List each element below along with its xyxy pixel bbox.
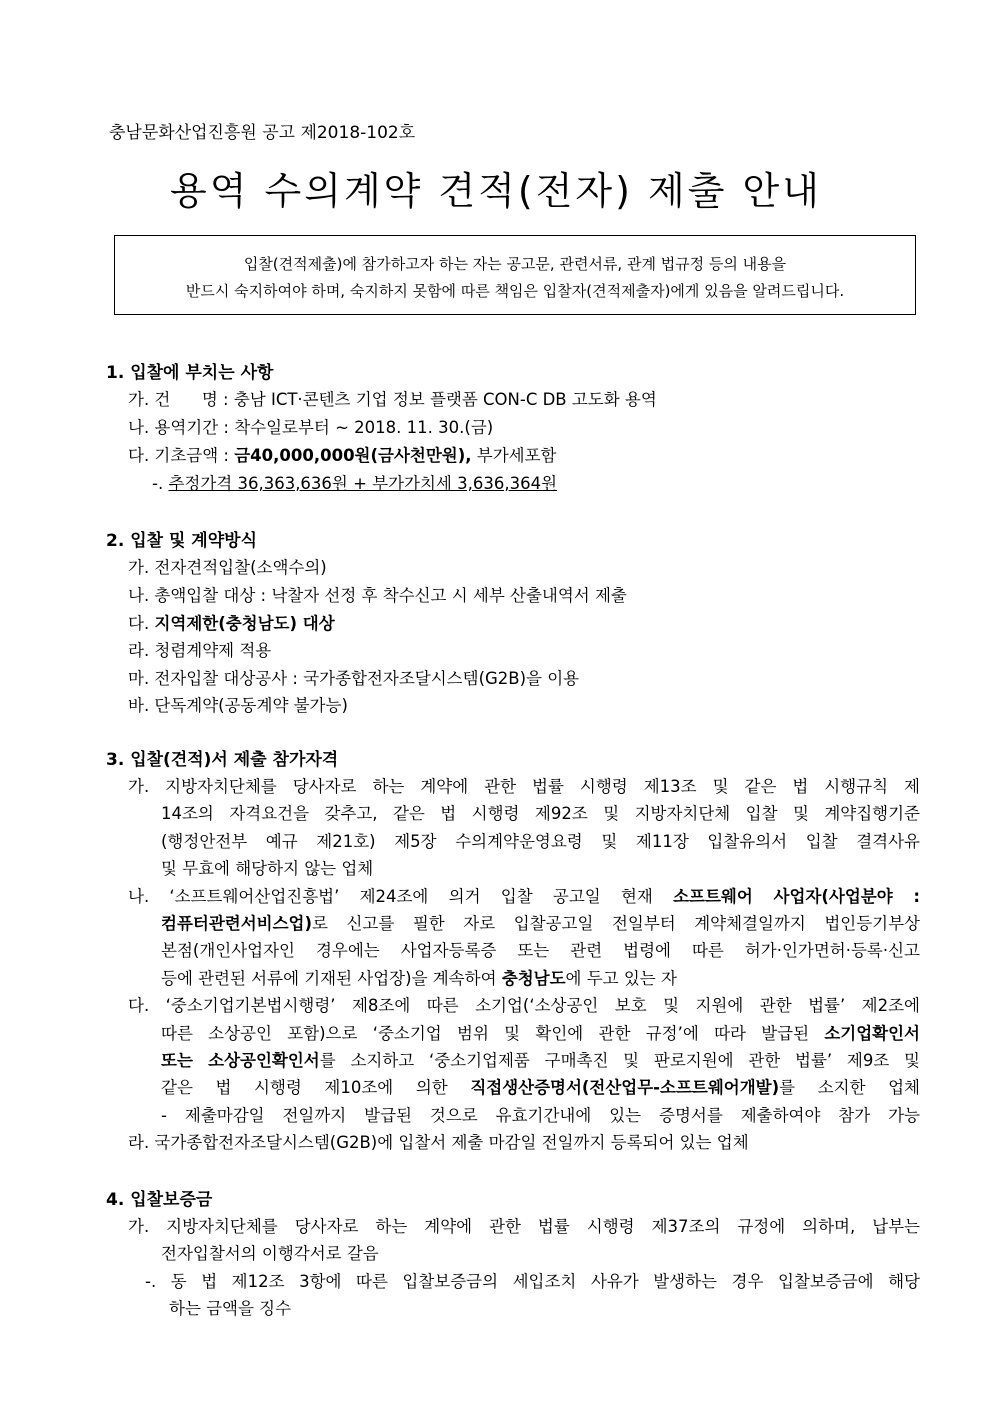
s3-na2-post: 로 신고를 필한 자로 입찰공고일 전일부터 계약체결일까지 법인등기부상 (312, 914, 920, 933)
s1-item-da (128, 442, 557, 466)
s2-item-ba: 바. 단독계약(공동계약 불가능) (128, 696, 348, 715)
s4-ga-line-1: 가. 지방자치단체를 당사자로 하는 계약에 관한 법률 시행령 제37조의 규정에 의하며, 납부는 (128, 1217, 920, 1236)
s4-sub-line-1: -. 동 법 제12조 3항에 따른 입찰보증금의 세입조치 사유가 발생하는 경우 입찰보증금에 해당 (145, 1272, 920, 1291)
s3-na-line-4 (161, 965, 677, 989)
s1-sub-text: 추정가격 36,363,636원 + 부가가치세 3,636,364원 (168, 474, 558, 493)
s1-da-bold: 금40,000,000원(금사천만원), (234, 446, 472, 465)
section-3-heading: 3. 입찰(견적)서 제출 참가자격 (106, 750, 339, 770)
s3-da-line-5: - 제출마감일 전일까지 발급된 것으로 유효기간내에 있는 증명서를 제출하여야 참가 가능 (161, 1106, 920, 1125)
s1-da-post: 부가세포함 (471, 446, 557, 465)
s3-na4-bold: 충청남도 (501, 969, 566, 988)
s1-item-ga: 가. 건 명 : 충남 ICT·콘텐츠 기업 정보 플랫폼 CON-C DB 고도화 용역 (128, 390, 657, 409)
s3-na-line-2 (161, 910, 920, 934)
notice-box (114, 235, 916, 315)
s2-item-ga: 가. 전자견적입찰(소액수의) (128, 558, 327, 577)
s3-na4-post: 에 두고 있는 자 (565, 969, 677, 988)
document-title: 용역 수의계약 견적(전자) 제출 안내 (170, 169, 822, 213)
s3-da3-post: 를 소지하고 ‘중소기업제품 구매촉진 및 판로지원에 관한 법률’ 제9조 및 (319, 1051, 920, 1070)
s3-ga-line-1: 가. 지방자치단체를 당사자로 하는 계약에 관한 법률 시행령 제13조 및 같은 법 시행규칙 제 (128, 777, 920, 796)
s3-da3-bold: 또는 소상공인확인서 (161, 1051, 320, 1070)
s1-sub-dash: -. (152, 474, 169, 493)
s3-item-ra: 라. 국가종합전자조달시스템(G2B)에 입찰서 제출 마감일 전일까지 등록되어 있는 업체 (128, 1133, 749, 1152)
s3-ga-line-4: 및 무효에 해당하지 않는 업체 (161, 859, 374, 878)
s1-sub-item (152, 470, 557, 494)
s2-item-ra: 라. 청렴계약제 적용 (128, 641, 272, 660)
s3-da4-post: 를 소지한 업체 (779, 1078, 920, 1097)
s3-da4-bold: 직접생산증명서(전산업무-소프트웨어개발) (470, 1078, 780, 1097)
s3-na2-bold: 컴퓨터관련서비스업) (161, 914, 312, 933)
s1-da-pre: 다. 기초금액 : (128, 446, 235, 465)
s3-na4-pre: 등에 관련된 서류에 기재된 사업장)을 계속하여 (161, 969, 502, 988)
s3-da2-bold: 소기업확인서 (824, 1024, 920, 1043)
s3-da-line-3 (161, 1047, 920, 1071)
s3-ga-line-2: 14조의 자격요건을 갖추고, 같은 법 시행령 제92조 및 지방자치단체 입찰 및 계약집행기준 (161, 804, 920, 823)
s2-item-ma: 마. 전자입찰 대상공사 : 국가종합전자조달시스템(G2B)을 이용 (128, 669, 580, 688)
s4-ga-line-2: 전자입찰서의 이행각서로 갈음 (161, 1244, 379, 1263)
section-2-heading: 2. 입찰 및 계약방식 (106, 531, 257, 551)
s2-da-pre: 다. (128, 614, 155, 633)
s1-item-na: 나. 용역기간 : 착수일로부터 ~ 2018. 11. 30.(금) (128, 418, 494, 437)
s3-na1-bold: 소프트웨어 사업자(사업분야 : (673, 887, 920, 906)
s3-da4-pre: 같은 법 시행령 제10조에 의한 (161, 1078, 471, 1097)
s3-da2-pre: 따른 소상공인 포함)으로 ‘중소기업 범위 및 확인에 관한 규정’에 따라 발급된 (161, 1024, 825, 1043)
s3-da-line-1: 다. ‘중소기업기본법시행령’ 제8조에 따른 소기업(‘소상공인 보호 및 지원에 관한 법률’ 제2조에 (128, 996, 920, 1015)
section-4-heading: 4. 입찰보증금 (106, 1190, 213, 1210)
s4-sub-line-2: 하는 금액을 징수 (169, 1299, 292, 1318)
s3-na-line-3: 본점(개인사업자인 경우에는 사업자등록증 또는 관련 법령에 따른 허가·인가면허·등록·신고 (161, 941, 920, 960)
s3-na1-pre: 나. ‘소프트웨어산업진흥법’ 제24조에 의거 입찰 공고일 현재 (128, 887, 674, 906)
s3-ga-line-3: (행정안전부 예규 제21호) 제5장 수의계약운영요령 및 제11장 입찰유의서 입찰 결격사유 (161, 832, 920, 851)
notice-number: 충남문화산업진흥원 공고 제2018-102호 (109, 123, 416, 143)
s2-item-na: 나. 총액입찰 대상 : 낙찰자 선정 후 착수신고 시 세부 산출내역서 제출 (128, 586, 627, 605)
s3-da-line-4 (161, 1074, 920, 1098)
s2-da-bold: 지역제한(충청남도) 대상 (154, 614, 335, 633)
notice-box-line-2: 반드시 숙지하여야 하며, 숙지하지 못함에 따른 책임은 입찰자(견적제출자)에게 있음을 알려드립니다. (185, 282, 845, 300)
s3-da-line-2 (161, 1020, 920, 1044)
s2-item-da (128, 610, 335, 634)
s3-na-line-1 (128, 883, 920, 907)
notice-box-line-1: 입찰(견적제출)에 참가하고자 하는 자는 공고문, 관련서류, 관계 법규정 등의 내용을 (243, 255, 787, 273)
section-1-heading: 1. 입찰에 부치는 사항 (106, 363, 274, 383)
